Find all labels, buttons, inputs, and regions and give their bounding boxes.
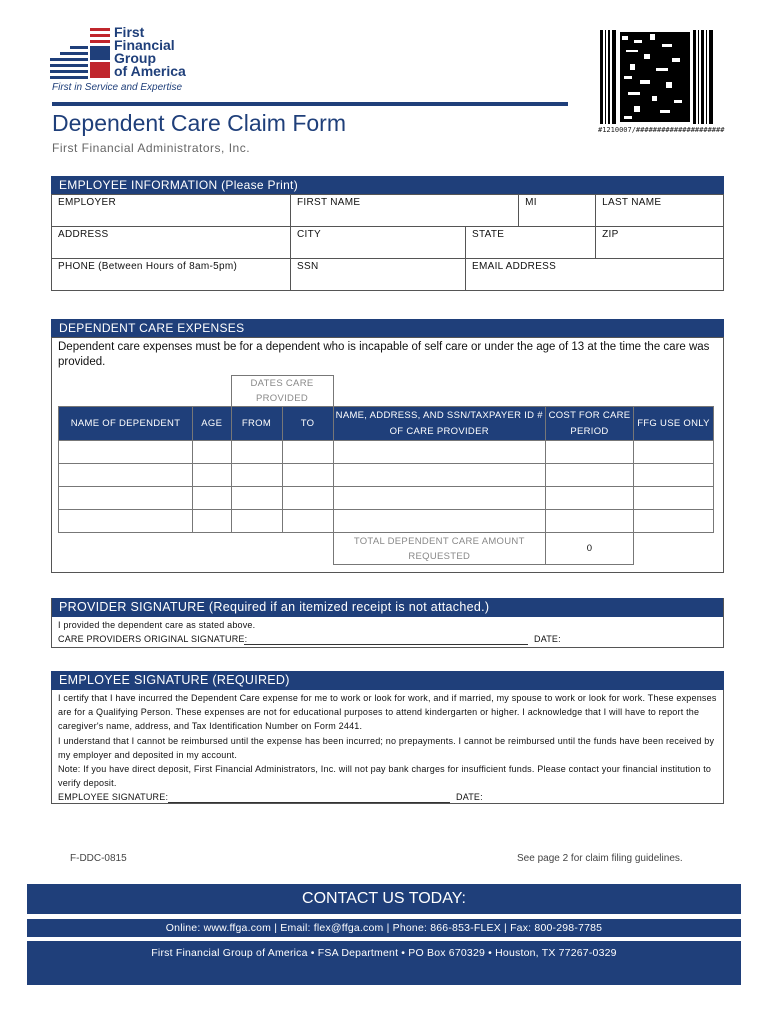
cost-cell[interactable]: [546, 510, 634, 533]
employee-signature-line[interactable]: [168, 802, 450, 803]
zip-field[interactable]: ZIP: [596, 227, 724, 259]
employee-signature-header: EMPLOYEE SIGNATURE (REQUIRED): [51, 671, 724, 690]
ffg-cell: [634, 464, 714, 487]
col-name-of-dependent: NAME OF DEPENDENT: [59, 407, 193, 441]
dependent-name-cell[interactable]: [59, 510, 193, 533]
state-field[interactable]: STATE: [466, 227, 596, 259]
age-cell[interactable]: [193, 487, 232, 510]
contact-heading: CONTACT US TODAY:: [27, 884, 741, 914]
age-cell[interactable]: [193, 441, 232, 464]
col-ffg-use: FFG USE ONLY: [634, 407, 714, 441]
table-row: [59, 510, 714, 533]
page-note: See page 2 for claim filing guidelines.: [517, 853, 683, 864]
provider-signature-line[interactable]: [244, 644, 528, 645]
dependent-note: Dependent care expenses must be for a dependent who is incapable of self care or under the age of 13 at the time the care was provided.: [58, 341, 710, 368]
flag-logo-icon: [50, 24, 114, 80]
contact-online-line: Online: www.ffga.com | Email: flex@ffga.com | Phone: 866-853-FLEX | Fax: 800-298-7785: [27, 919, 741, 937]
to-cell[interactable]: [282, 487, 333, 510]
reimbursement-paragraph: I understand that I cannot be reimbursed until the expense has been incurred; no prepayments. I cannot be reimbursed until the funds have been received by my employer and deposited in my account.: [58, 736, 715, 760]
employee-signature-label: EMPLOYEE SIGNATURE:: [58, 792, 169, 802]
mi-field[interactable]: MI: [519, 195, 596, 227]
age-cell[interactable]: [193, 510, 232, 533]
company-logo: [50, 24, 200, 96]
title-rule: [52, 102, 568, 106]
logo-tagline: First in Service and Expertise: [52, 82, 183, 93]
from-cell[interactable]: [231, 464, 282, 487]
ssn-field[interactable]: SSN: [291, 259, 466, 291]
certification-paragraph: I certify that I have incurred the Dependent Care expense for me to work or look for work, and if married, my spouse to work or look for work. These expenses are for a Qualifying Person. These expenses are not for educational purposes to attend kindergarten or higher. I acknowledge that I will have to report the caregiver's name, address, and Tax Identification Number on Form 2441.: [58, 693, 717, 731]
page-subtitle: First Financial Administrators, Inc.: [52, 141, 251, 155]
contact-address-block: [27, 941, 741, 985]
form-code: F-DDC-0815: [70, 853, 127, 864]
from-cell[interactable]: [231, 510, 282, 533]
col-from: FROM: [231, 407, 282, 441]
provider-signature-label: CARE PROVIDERS ORIGINAL SIGNATURE:: [58, 634, 248, 644]
to-cell[interactable]: [282, 510, 333, 533]
address-field[interactable]: ADDRESS: [52, 227, 291, 259]
to-cell[interactable]: [282, 441, 333, 464]
from-cell[interactable]: [231, 487, 282, 510]
cost-cell[interactable]: [546, 487, 634, 510]
city-field[interactable]: CITY: [291, 227, 466, 259]
employee-info-header: EMPLOYEE INFORMATION (Please Print): [51, 176, 724, 195]
first-name-field[interactable]: FIRST NAME: [291, 195, 519, 227]
employer-field[interactable]: EMPLOYER: [52, 195, 291, 227]
last-name-field[interactable]: LAST NAME: [596, 195, 724, 227]
employee-info-table: [51, 194, 724, 291]
phone-field[interactable]: PHONE (Between Hours of 8am-5pm): [52, 259, 291, 291]
provider-signature-header: PROVIDER SIGNATURE (Required if an itemized receipt is not attached.): [51, 598, 724, 617]
col-cost: COST FOR CARE PERIOD: [546, 407, 634, 441]
direct-deposit-note: Note: If you have direct deposit, First Financial Administrators, Inc. will not pay bank charges for insufficient funds. Please contact your financial institution to verify deposit.: [58, 764, 712, 788]
provider-date-label: DATE:: [534, 634, 561, 644]
total-amount-value[interactable]: 0: [546, 533, 634, 565]
from-cell[interactable]: [231, 441, 282, 464]
table-row: [59, 464, 714, 487]
barcode-id: #1210007/#####################: [598, 126, 725, 134]
col-provider: NAME, ADDRESS, AND SSN/TAXPAYER ID # OF CARE PROVIDER: [333, 407, 546, 441]
cost-cell[interactable]: [546, 441, 634, 464]
employee-date-label: DATE:: [456, 792, 483, 802]
table-row: [59, 487, 714, 510]
provider-cell[interactable]: [333, 487, 546, 510]
provider-cell[interactable]: [333, 510, 546, 533]
col-age: AGE: [193, 407, 232, 441]
dependent-name-cell[interactable]: [59, 464, 193, 487]
barcode-image: [600, 30, 715, 124]
to-cell[interactable]: [282, 464, 333, 487]
dates-care-provided-header: DATES CARE PROVIDED: [231, 376, 333, 407]
table-row: [59, 441, 714, 464]
provider-cell[interactable]: [333, 464, 546, 487]
ffg-cell: [634, 487, 714, 510]
ffg-cell: [634, 441, 714, 464]
dependent-name-cell[interactable]: [59, 487, 193, 510]
provider-statement: I provided the dependent care as stated above.: [58, 620, 256, 630]
age-cell[interactable]: [193, 464, 232, 487]
logo-wordmark: First Financial Group of America: [114, 24, 186, 79]
dependent-expenses-header: DEPENDENT CARE EXPENSES: [51, 319, 724, 338]
email-field[interactable]: EMAIL ADDRESS: [466, 259, 724, 291]
page-title: Dependent Care Claim Form: [52, 110, 347, 136]
ffg-cell: [634, 510, 714, 533]
col-to: TO: [282, 407, 333, 441]
contact-address-line: First Financial Group of America • FSA Department • PO Box 670329 • Houston, TX 77267-0329: [151, 947, 617, 959]
dependent-expenses-table: [58, 375, 714, 565]
cost-cell[interactable]: [546, 464, 634, 487]
provider-cell[interactable]: [333, 441, 546, 464]
dependent-name-cell[interactable]: [59, 441, 193, 464]
total-amount-label: TOTAL DEPENDENT CARE AMOUNT REQUESTED: [333, 533, 546, 565]
